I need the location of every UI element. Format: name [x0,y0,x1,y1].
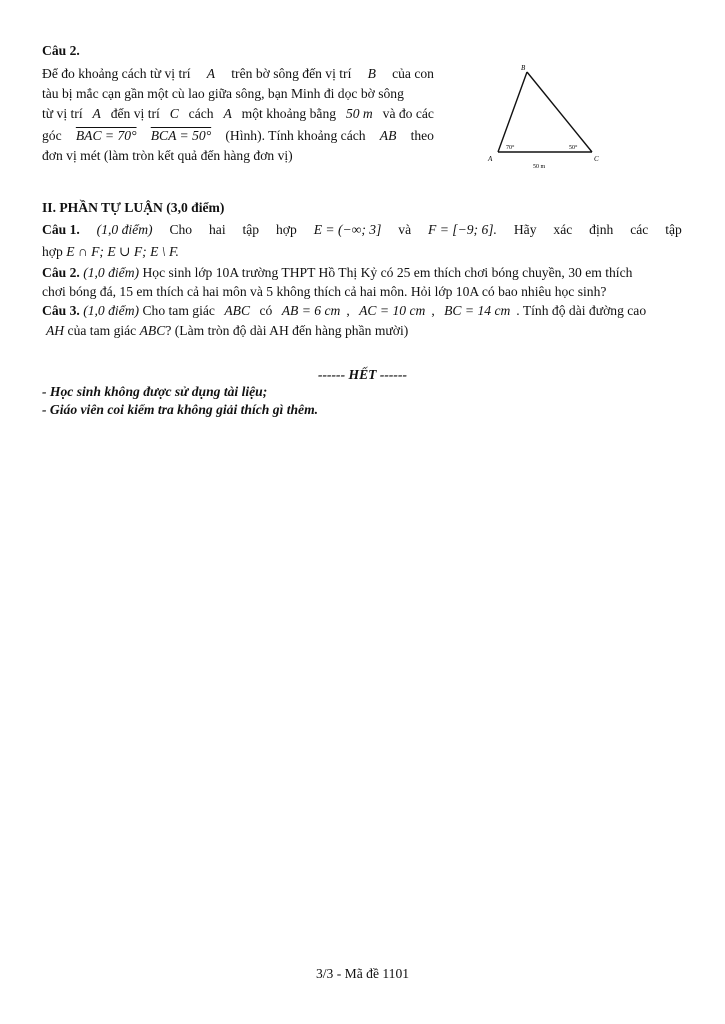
q2-text: (Hình). Tính khoảng cách [225,128,366,143]
q3-line-2 [42,321,408,340]
altitude-ah: AH [46,323,65,338]
side-bc-value: BC = 14 cm [444,303,511,318]
q1-points: (1,0 điểm) [96,222,153,237]
q1-word: tập [242,222,260,237]
var-a: A [92,106,101,121]
q1-word: Cho [169,222,193,237]
q3-label: Câu 3. [42,303,80,318]
q2-text: đến vị trí [110,106,160,121]
q2-text: cách [188,106,214,121]
side-ab [498,72,527,152]
q2-line-3 [42,104,434,123]
var-a: A [206,66,216,81]
q3-line-1: Câu 3. (1,0 điểm) Cho tam giác ABC có AB = 6 cm , AC = 10 cm , BC = 14 cm . Tính độ dài đường cao [42,303,647,318]
var-a: A [223,106,232,121]
end-marker: ------ HẾT ------ [317,367,408,382]
base-label: 50 m [533,164,546,170]
q1-label: Câu 1. [42,222,80,237]
q1-word: các [630,222,649,237]
q1-word: Hãy [513,222,537,237]
q2-line-2: tàu bị mắc cạn gần một cù lao giữa sông, bạn Minh đi dọc bờ sông [42,86,404,101]
note-1: - Học sinh không được sử dụng tài liệu; [42,384,268,399]
q1-line-2 [42,242,179,261]
label-b: B [521,64,526,72]
q2b-text: Học sinh lớp 10A trường THPT Hồ Thị Kỷ có 25 em thích chơi bóng chuyền, 30 em thích [142,265,633,280]
q2b-line-1 [42,263,632,282]
q2-line-5: đơn vị mét (làm tròn kết quả đến hàng đơn vị) [42,148,293,163]
q2-text: và đo các [382,106,434,121]
q1-word: và [398,222,412,237]
side-bc [527,72,592,152]
q2-line-4 [42,126,434,145]
page-footer: 3/3 - Mã đề 1101 [315,966,410,981]
q2-text: góc [42,128,62,143]
set-f: F = [−9; 6]. [428,222,497,237]
set-e: E = (−∞; 3] [313,222,382,237]
q3-points: (1,0 điểm) [83,303,140,318]
q2b-points: (1,0 điểm) [83,265,140,280]
var-ab: AB [379,128,397,143]
q2-line-1 [42,64,434,83]
label-a: A [488,155,493,163]
q2-heading: Câu 2. [42,43,80,58]
note-2: - Giáo viên coi kiểm tra không giải thích gì thêm. [42,402,319,417]
q2-text: trên bờ sông đến vị trí [231,66,352,81]
label-c: C [594,155,599,163]
angle-bac: BAC = 70° [75,128,137,143]
q1-text: hợp [42,244,63,259]
distance: 50 m [345,106,373,121]
side-ac-value: AC = 10 cm [359,303,426,318]
q2-text: theo [410,128,434,143]
q1-word: tập [665,222,682,237]
q1-word: định [589,222,614,237]
q2-text: một khoảng bằng [241,106,337,121]
q2b-line-2: chơi bóng đá, 15 em thích cả hai môn và 5 không thích cả hai môn. Hỏi lớp 10A có bao nhiêu học sinh? [42,284,607,299]
set-operations: E ∩ F; E ∪ F; E \ F. [66,244,179,259]
q2-text: của con [392,66,434,81]
side-ab-value: AB = 6 cm [281,303,341,318]
triangle-name: ABC [224,303,251,318]
q3-text: có [259,303,273,318]
q1-word: hai [209,222,226,237]
q3-text: . Tính độ dài đường cao [516,303,647,318]
q2-text: từ vị trí [42,106,83,121]
q3-text: của tam giác [67,323,137,338]
q1-line-1 [42,220,682,239]
q1-word: hợp [276,222,297,237]
q3-text: ? (Làm tròn độ dài AH đến hàng phần mười) [165,323,409,338]
triangle-name: ABC [139,323,166,338]
angle-c-label: 50° [569,145,578,151]
triangle-figure [480,60,610,176]
q3-text: Cho tam giác [142,303,215,318]
angle-bca: BCA = 50° [150,128,212,143]
angle-a-label: 70° [506,145,515,151]
section-heading: II. PHẦN TỰ LUẬN (3,0 điểm) [42,200,225,215]
q2b-label: Câu 2. [42,265,80,280]
var-c: C [169,106,179,121]
q1-word: xác [553,222,573,237]
q2-text: Để đo khoảng cách từ vị trí [42,66,191,81]
var-b: B [367,66,376,81]
